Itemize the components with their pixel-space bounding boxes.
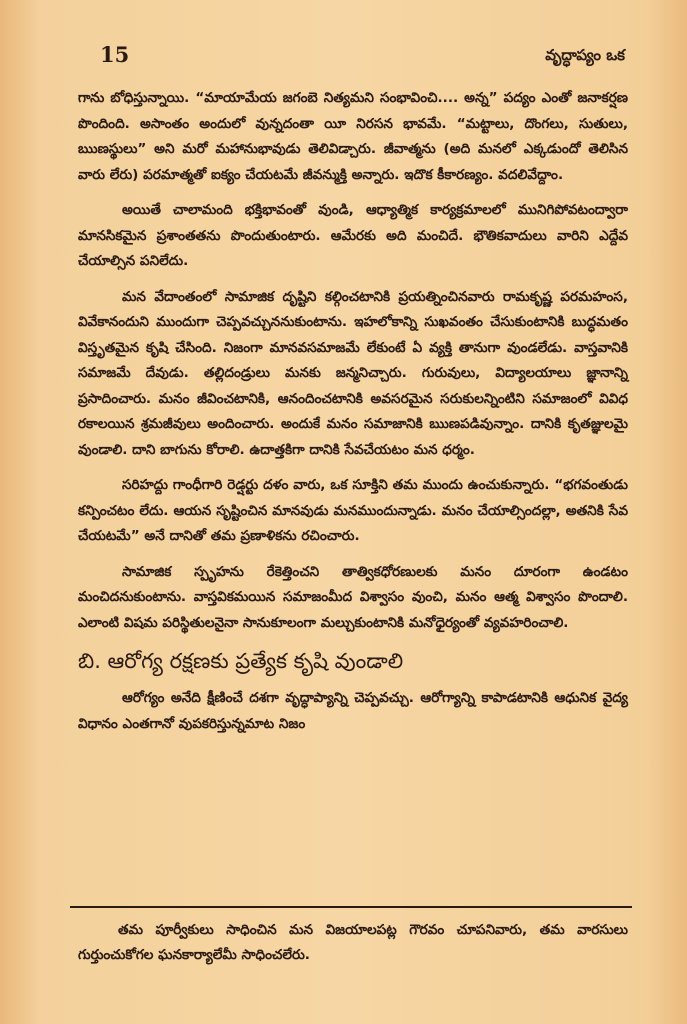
footnote-divider	[70, 906, 632, 908]
running-title: వృద్ధాప్యం ఒక	[545, 46, 625, 64]
footnote: తమ పూర్వీకులు సాధించిన మన విజయాలపట్ల గౌరవం చూపనివారు, తమ వారసులు గుర్తుంచుకోగల ఘనకార్యాలేమీ సాధించలేరు.	[78, 922, 628, 963]
section-paragraph: ఆరోగ్యం అనేది క్షీణించే దశగా వృద్ధాప్యాన్ని చెప్పవచ్చు. ఆరోగ్యాన్ని కాపాడటానికి ఆధునిక వైద్య విధానం ఎంతగానో వుపకరిస్తున్నమాట నిజం	[78, 690, 628, 732]
section-heading: బి. ఆరోగ్య రక్షణకు ప్రత్యేక కృషి వుండాలి	[78, 649, 404, 673]
body-text	[78, 86, 628, 747]
paragraph: మన వేదాంతంలో సామాజిక దృష్టిని కల్గించటానికి ప్రయత్నించినవారు రామకృష్ణ పరమహంస, వివేకానందుని ముందుగా చెప్పవచ్చుననుకుంటాను. ఇహలోకాన్ని సుఖవంతం చేసుకుంటానికి బుద్ధమతం విస్తృతమైన కృషి చేసింది. నిజంగా మానవసమాజమే లేకుంటే ఏ వ్యక్తి తానుగా వుండలేడు. వాస్తవానికి సమాజమే దేవుడు. తల్లిదండ్రులు మనకు జన్మనిచ్చారు. గురువులు, విద్యాలయాలు జ్ఞానాన్ని ప్రసాదించారు. మనం జీవించటానికి, ఆనందించటానికి అవసరమైన సరుకులన్నింటిని సమాజంలో వివిధ రకాలయిన శ్రమజీవులు అందించారు. అందుకే మనం సమాజానికి ఋణపడివున్నాం. దానికి కృతజ్ఞులమై వుండాలి. దాని బాగును కోరాలి. ఉదాత్తకిగా దానికి సేవచేయటం మన ధర్మం.	[78, 288, 628, 458]
paragraph: సరిహద్దు గాంధీగారి రెడ్షర్టు దళం వారు, ఒక సూక్తిని తమ ముందు ఉంచుకున్నారు. “భగవంతుడు కన్పించటం లేదు. ఆయన సృష్టించిన మానవుడు మనముందున్నాడు. మనం చేయాల్సిందల్లా, అతనికి సేవ చేయటమే” అనే దానితో తమ ప్రణాళికను రచించారు.	[78, 477, 628, 544]
paragraph: గాను బోధిస్తున్నాయి. “మాయామేయ జగంబె నిత్యమని సంభావించి.... అన్న” పద్యం ఎంతో జనాకర్షణ పొందింది. అసాంతం అందులో వున్నదంతా యీ నిరసన భావమే. “మట్టాలు, దొంగలు, సుతులు, ఋణస్థులు” అని మరో మహానుభావుడు తెలివిడ్చారు. జీవాత్మను (అది మనలో ఎక్కడుందో తెలిసిన వారు లేరు) పరమాత్మతో ఐక్యం చేయటమే జీవన్ముక్తి అన్నారు. ఇదొక కీకారణ్యం. వదలివేద్దాం.	[78, 90, 628, 183]
paragraph: సామాజిక స్పృహను రేకెత్తించని తాత్వికధోరణులకు మనం దూరంగా ఉండటం మంచిదనుకుంటాను. వాస్తవికమయిన సమాజంమీద విశ్వాసం వుంచి, మనం ఆత్మ విశ్వాసం పొందాలి. ఎలాంటి విషమ పరిస్థితులనైనా సానుకూలంగా మల్చుకుంటానికి మనోధైర్యంతో వ్యవహరించాలి.	[78, 563, 628, 631]
page-number: 15	[100, 42, 130, 67]
paragraph: అయితే చాలామంది భక్తిభావంతో వుండి, ఆధ్యాత్మిక కార్యక్రమాలలో మునిగిపోవటంద్వారా మానసికమైన ప్రశాంతతను పొందుతుంటారు. ఆమేరకు అది మంచిదే. భౌతికవాదులు వారిని ఎద్దేవ చేయాల్సిన పనిలేదు.	[78, 202, 628, 269]
page-header	[0, 42, 687, 72]
